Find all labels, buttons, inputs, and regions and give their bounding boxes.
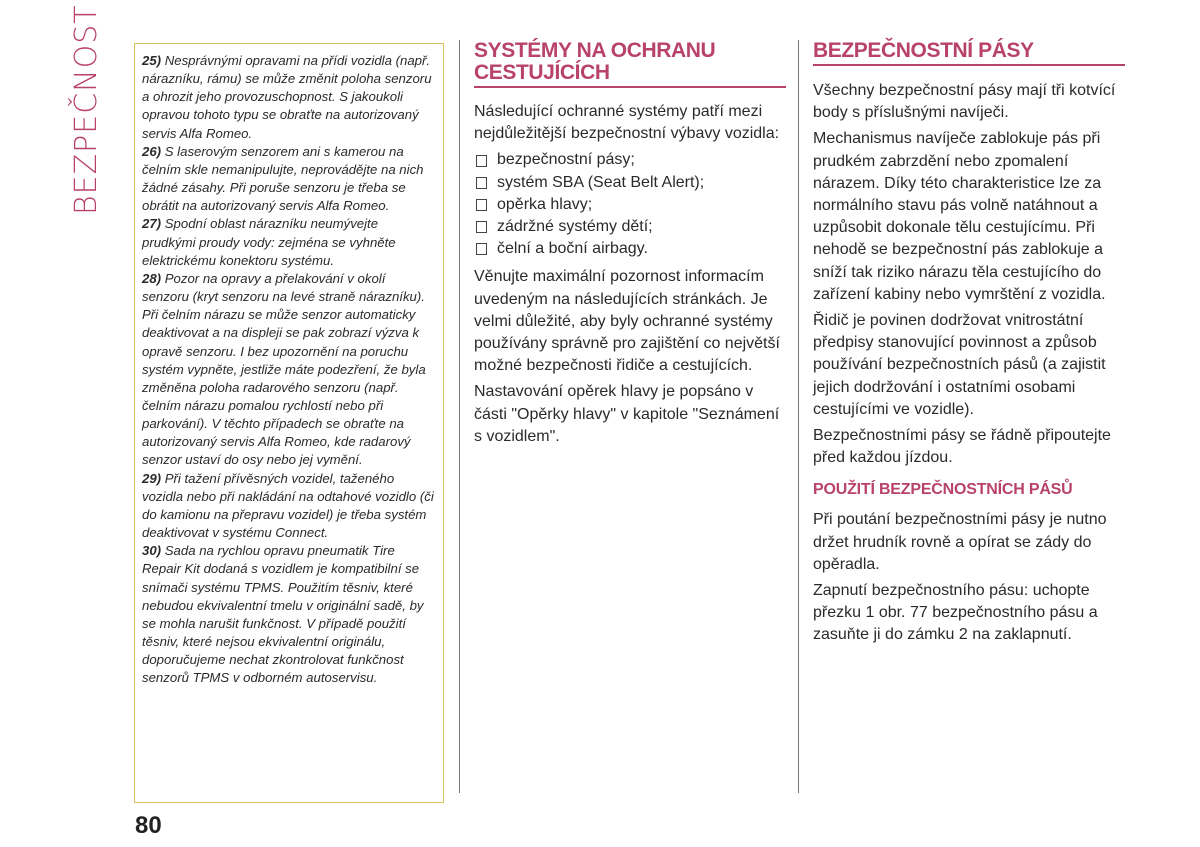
note-30 bbox=[142, 542, 435, 687]
note-25 bbox=[142, 52, 435, 143]
systems-heading: SYSTÉMY NA OCHRANU CESTUJÍCÍCH bbox=[474, 40, 786, 88]
column-divider bbox=[459, 40, 460, 793]
note-text: Pozor na opravy a přelakování v okolí senzoru (kryt senzoru na levé straně nárazníku). Při čelním nárazu se může senzor automaticky deaktivovat a na displeji se pak zobrazí výzva k opravě senzoru. I bez upozornění na poruchu systém vypněte, jestliže máte podezření, že byla změněna poloha radarového senzoru (např. čelním nárazu pomalou rychlostí nebo při parkování). V těchto případech se obraťte na autorizovaný servis Alfa Romeo, kde radarový senzor ustaví do osy nebo jej vymění. bbox=[142, 270, 426, 468]
belts-paragraph: Všechny bezpečnostní pásy mají tři kotvící body s příslušnými navíječi. bbox=[813, 82, 1116, 122]
checkbox-icon bbox=[476, 199, 487, 211]
systems-paragraph: Věnujte maximální pozornost informacím uvedeným na následujících stránkách. Je velmi důležité, aby byly ochranné systémy používány správně pro zajištění co největší možné bezpečnosti řidiče a cestujících. bbox=[474, 268, 780, 375]
page-number: 80 bbox=[135, 812, 162, 839]
section-label: BEZPEČNOST bbox=[69, 4, 104, 215]
note-number: 27) bbox=[142, 216, 162, 232]
note-26 bbox=[142, 143, 435, 216]
systems-list bbox=[474, 149, 786, 260]
systems-paragraph: Nastavování opěrek hlavy je popsáno v části "Opěrky hlavy" v kapitole "Seznámení s vozidlem". bbox=[474, 383, 780, 445]
note-number: 29) bbox=[142, 470, 162, 486]
belts-paragraph: Bezpečnostními pásy se řádně připoutejte před každou jízdou. bbox=[813, 427, 1111, 467]
note-28 bbox=[142, 270, 435, 470]
note-number: 28) bbox=[142, 270, 162, 286]
note-text: Při tažení přívěsných vozidel, taženého vozidla nebo při nakládání na odtahové vozidlo (či do kamionu na přepravu vozidel) je třeba systém deaktivovat v systému Connect. bbox=[142, 470, 434, 541]
list-item: opěrka hlavy; bbox=[474, 194, 786, 216]
note-29 bbox=[142, 470, 435, 543]
checkbox-icon bbox=[476, 221, 487, 233]
checkbox-icon bbox=[476, 155, 487, 167]
belts-paragraph: Při poutání bezpečnostními pásy je nutno držet hrudník rovně a opírat se zády do opěradla. bbox=[813, 511, 1107, 573]
list-item: čelní a boční airbagy. bbox=[474, 238, 786, 260]
note-text: Nesprávnými opravami na přídi vozidla (např. nárazníku, rámu) se může změnit poloha senzoru a ohrozit jeho provozuschopnost. S jakoukoli opravou tohoto typu se obraťte na autorizovaný servis Alfa Romeo. bbox=[142, 53, 432, 141]
belts-subheading: POUŽITÍ BEZPEČNOSTNÍCH PÁSŮ bbox=[813, 481, 1073, 499]
belts-paragraph: Mechanismus navíječe zablokuje pás při prudkém zabrzdění nebo zpomalení nárazem. Díky této charakteristice lze za normálního stavu pás volně natáhnout a uzpůsobit dokonale tělu cestujícímu. Při nehodě se bezpečnostní pás zablokuje a sníží tak riziko nárazu těla cestujícího do zařízení kabiny nebo vymrštění z vozidla. bbox=[813, 130, 1106, 303]
note-27 bbox=[142, 215, 435, 269]
note-number: 26) bbox=[142, 143, 162, 159]
list-item: zádržné systémy dětí; bbox=[474, 216, 786, 238]
note-number: 25) bbox=[142, 53, 162, 68]
belts-column bbox=[813, 40, 1125, 651]
belts-paragraph: Zapnutí bezpečnostního pásu: uchopte přezku 1 obr. 77 bezpečnostního pásu a zasuňte ji do zámku 2 na zaklapnutí. bbox=[813, 582, 1098, 644]
list-item: systém SBA (Seat Belt Alert); bbox=[474, 172, 786, 194]
column-divider bbox=[798, 40, 799, 793]
belts-paragraph: Řidič je povinen dodržovat vnitrostátní předpisy stanovující povinnost a způsob používání bezpečnostních pásů (a zajistit jejich dodržování i ostatními osobami cestujícími ve vozidle). bbox=[813, 312, 1106, 418]
note-number: 30) bbox=[142, 543, 162, 559]
notes-box bbox=[134, 43, 444, 803]
checkbox-icon bbox=[476, 243, 487, 255]
systems-column bbox=[474, 40, 786, 452]
note-text: Spodní oblast nárazníku neumývejte prudkými proudy vody: zejména se vyhněte elektrickému konektoru systému. bbox=[142, 216, 396, 268]
note-text: S laserovým senzorem ani s kamerou na čelním skle nemanipulujte, neprovádějte na nich žádné zásahy. Při poruše senzoru je třeba se obrátit na autorizovaný servis Alfa Romeo. bbox=[142, 143, 424, 214]
checkbox-icon bbox=[476, 177, 487, 189]
belts-heading: BEZPEČNOSTNÍ PÁSY bbox=[813, 40, 1125, 66]
note-text: Sada na rychlou opravu pneumatik Tire Repair Kit dodaná s vozidlem je kompatibilní se snímači systému TPMS. Použitím těsniv, které nebudou ekvivalentní tmelu v originální sadě, by se mohla narušit funkčnost. V případě použití těsniv, které nejsou ekvivalentní originálu, doporučujeme nechat zkontrolovat funkčnost senzorů TPMS v odborném autoservisu. bbox=[142, 543, 424, 686]
list-item: bezpečnostní pásy; bbox=[474, 149, 786, 171]
systems-intro: Následující ochranné systémy patří mezi nejdůležitější bezpečnostní výbavy vozidla: bbox=[474, 103, 780, 143]
